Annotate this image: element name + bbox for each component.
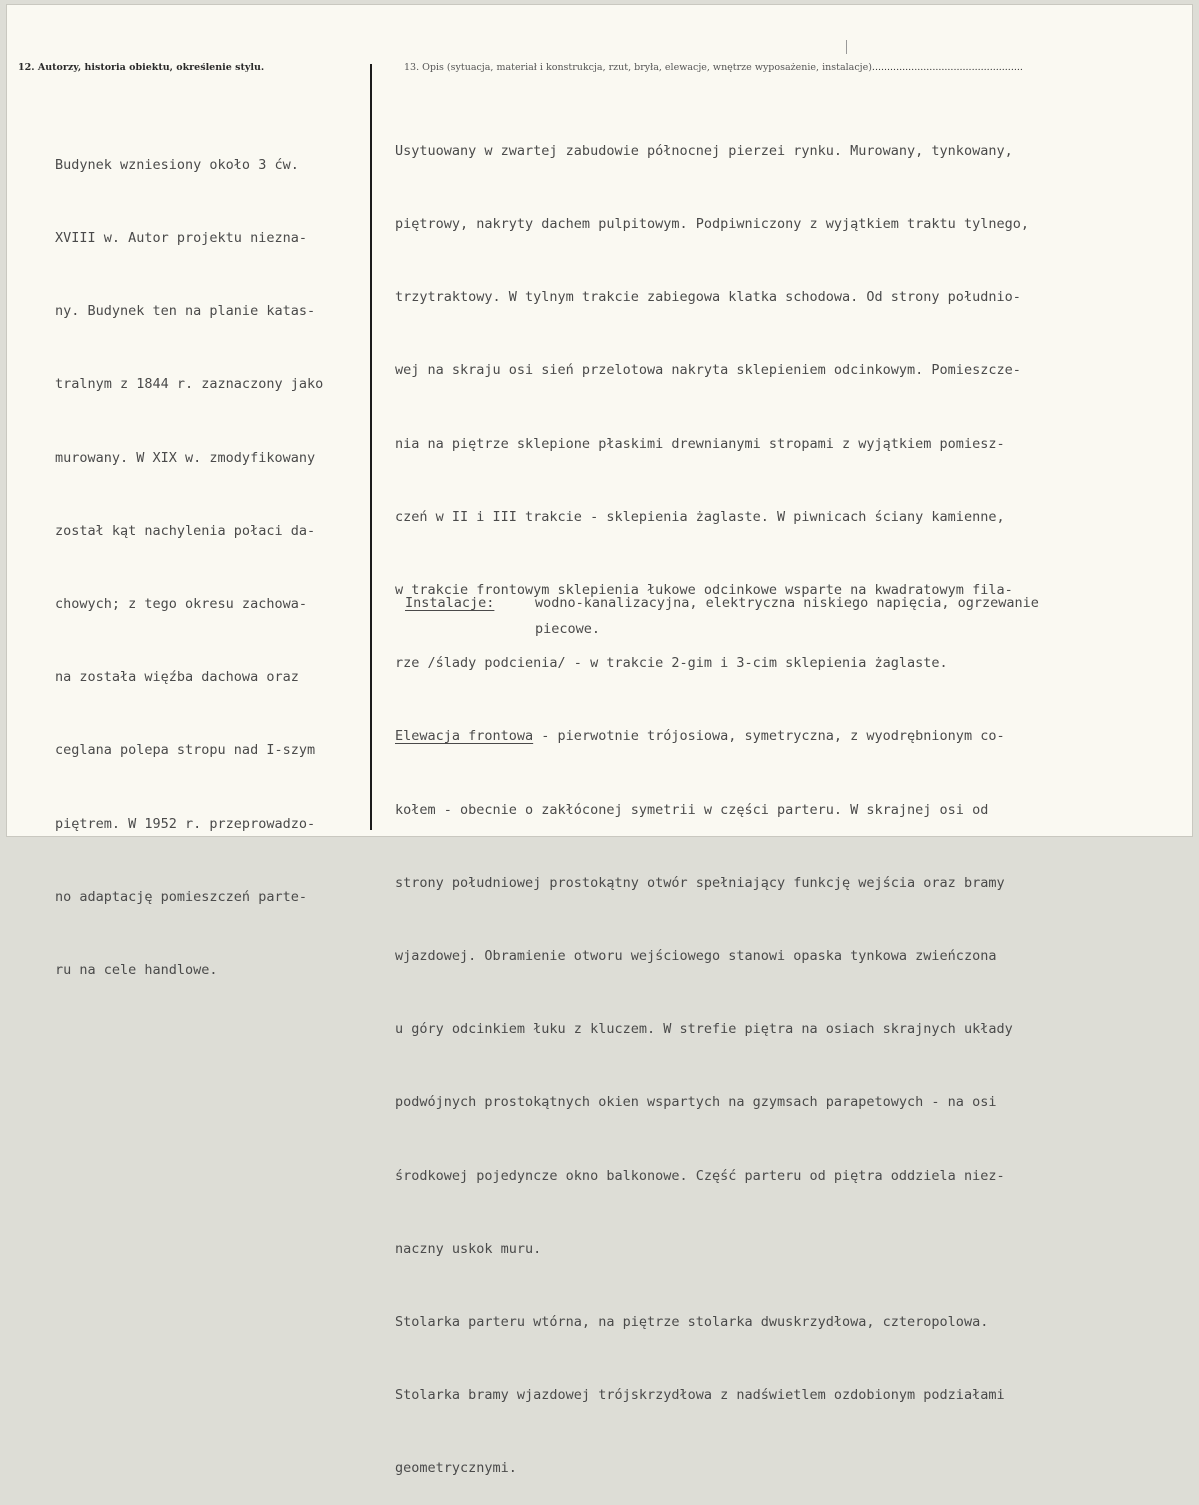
text-line: strony południowej prostokątny otwór spełniający funkcję wejścia oraz bramy: [395, 874, 1005, 891]
text-line: podwójnych prostokątnych okien wspartych na gzymsach parapetowych - na osi: [395, 1094, 997, 1111]
text-line: naczny uskok muru.: [395, 1240, 542, 1257]
installations-label: Instalacje:: [405, 595, 495, 611]
column-divider: [370, 64, 372, 830]
text-line: Budynek wzniesiony około 3 ćw.: [55, 156, 299, 173]
elevation-subheading: Elewacja frontowa: [395, 728, 534, 745]
section-13-heading: [404, 62, 1023, 73]
text-line: piętrowy, nakryty dachem pulpitowym. Podpiwniczony z wyjątkiem traktu tylnego,: [395, 216, 1029, 233]
section-12-text: [55, 104, 323, 1007]
text-line: piętrem. W 1952 r. przeprowadzo-: [55, 815, 316, 832]
text-line: geometrycznymi.: [395, 1460, 517, 1477]
text-line: został kąt nachylenia połaci da-: [55, 522, 316, 539]
text-line: czeń w II i III trakcie - sklepienia żaglaste. W piwnicach ściany kamienne,: [395, 508, 1005, 525]
text-line: w trakcie frontowym sklepienia łukowe odcinkowe wsparte na kwadratowym fila-: [395, 582, 1013, 599]
text-fragment: - pierwotnie trójosiowa, symetryczna, z wyodrębnionym co-: [533, 728, 1005, 745]
text-line: rze /ślady podcienia/ - w trakcie 2-gim i 3-cim sklepienia żaglaste.: [395, 655, 948, 672]
text-line: na została więźba dachowa oraz: [55, 669, 299, 686]
section-12-heading: 12. Autorzy, historia obiektu, określenie stylu.: [18, 62, 265, 73]
text-line: Usytuowany w zwartej zabudowie północnej pierzei rynku. Murowany, tynkowany,: [395, 142, 1013, 159]
text-line: Stolarka bramy wjazdowej trójskrzydłowa z nadświetlem ozdobionym podziałami: [395, 1387, 1005, 1404]
text-line: no adaptację pomieszczeń parte-: [55, 888, 307, 905]
text-line: Stolarka parteru wtórna, na piętrze stolarka dwuskrzydłowa, czteropolowa.: [395, 1314, 989, 1331]
text-line: nia na piętrze sklepione płaskimi drewnianymi stropami z wyjątkiem pomiesz-: [395, 435, 1005, 452]
text-line: ny. Budynek ten na planie katas-: [55, 303, 316, 320]
text-line: [395, 724, 1029, 748]
text-line: piecowe.: [535, 621, 601, 637]
text-line: środkowej pojedyncze okno balkonowe. Część parteru od piętra oddziela niez-: [395, 1167, 1005, 1184]
section-13-text: [395, 90, 1029, 1505]
text-line: wej na skraju osi sień przelotowa nakryta sklepieniem odcinkowym. Pomieszcze-: [395, 362, 1021, 379]
installations-value: [535, 590, 1039, 642]
text-line: murowany. W XIX w. zmodyfikowany: [55, 449, 316, 466]
text-line: ru na cele handlowe.: [55, 962, 218, 979]
text-line: trzytraktowy. W tylnym trakcie zabiegowa klatka schodowa. Od strony południo-: [395, 289, 1021, 306]
top-tick-mark: [846, 40, 847, 54]
text-line: wodno-kanalizacyjna, elektryczna niskiego napięcia, ogrzewanie: [535, 595, 1039, 611]
text-line: ceglana polepa stropu nad I-szym: [55, 742, 316, 759]
dotted-leader: ..................................................: [871, 62, 1023, 73]
text-line: wjazdowej. Obramienie otworu wejściowego stanowi opaska tynkowa zwieńczona: [395, 948, 997, 965]
text-line: chowych; z tego okresu zachowa-: [55, 596, 307, 613]
text-line: u góry odcinkiem łuku z kluczem. W strefie piętra na osiach skrajnych układy: [395, 1021, 1013, 1038]
text-line: tralnym z 1844 r. zaznaczony jako: [55, 376, 324, 393]
section-13-heading-text: 13. Opis (sytuacja, materiał i konstrukcja, rzut, bryła, elewacje, wnętrze wyposażenie, instalacje): [404, 62, 872, 73]
text-line: XVIII w. Autor projektu niezna-: [55, 230, 307, 247]
text-line: kołem - obecnie o zakłóconej symetrii w części parteru. W skrajnej osi od: [395, 801, 989, 818]
